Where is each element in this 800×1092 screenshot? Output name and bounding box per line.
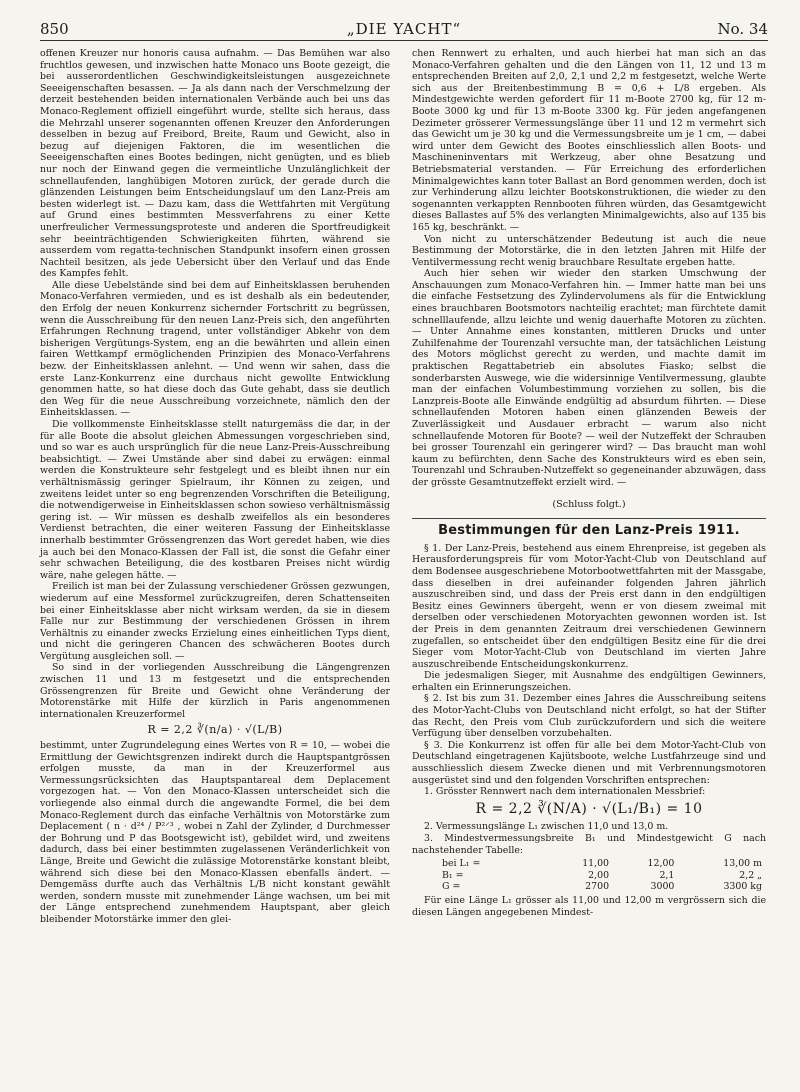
journal-title: „DIE YACHT“	[346, 20, 462, 38]
list-item: 2. Vermessungslänge L₁ zwischen 11,0 und 13,0 m.	[424, 821, 669, 833]
table-cell: 3300 kg	[723, 881, 762, 893]
issue-number: No. 34	[717, 20, 768, 38]
table-cell: 13,00 m	[723, 858, 762, 870]
table-cell: B₁ =	[442, 869, 464, 881]
table-cell: 12,00	[647, 858, 675, 870]
right-column	[412, 48, 766, 918]
paragraph: Alle diese Uebelstände sind bei dem auf Einheitsklassen beruhenden Monaco-Verfahren vermieden, und es ist deshalb als ein bedeutender, den Erfolg der neuen Konkurrenz sichernder Fortschritt zu begrüssen, wenn die Ausschreibung für den neuen Lanz-Preis sich, den angeführten Erfahrungen Rechnung tragend, unter vollständiger Abkehr von dem bisherigen Vergütungs-System, eng an die bewährten und allein einen fairen Wettkampf ermöglichenden Prinzipien des Monaco-Verfahrens bezw. der Einheitsklassen anlehnt. — Und wenn wir sahen, dass die erste Lanz-Konkurrenz eine durchaus nicht gewollte Entwicklung genommen hatte, so hat diese doch das Gute gehabt, dass sie deutlich den Weg für die neue Ausschreibung vorzeichnete, nämlich den der Einheitsklassen. —	[40, 279, 390, 419]
table-cell: 2,2 „	[739, 869, 762, 881]
table-row	[412, 881, 766, 893]
paragraph: chen Rennwert zu erhalten, und auch hierbei hat man sich an das Monaco-Verfahren gehalten und die den Längen von 11, 12 und 13 m entsprechenden Breiten auf 2,0, 2,1 und 2,2 m festgesetzt, welche Werte sich aus der Breitenbestimmung B = 0,6 + L/8 ergeben. Als Mindestgewichte werden gefordert für 11 m-Boote 2700 kg, für 12 m-Boote 3000 kg und für 13 m-Boote 3300 kg. Für jeden angefangenen Dezimeter grösserer Vermessungslänge über 11 und 12 m vermehrt sich das Gewicht um je 30 kg und die Vermessungsbreite um je 1 cm, — dabei wird unter dem Gewicht des Bootes einschliesslich allen Boots- und Maschineninventars mit Werkzeug, aber ohne Besatzung und Betriebsmaterial verstanden. — Für Erreichung des erforderlichen Minimalgewichtes kann toter Ballast an Bord genommen werden, doch ist zur Verhinderung allzu leichter Bootskonstruktionen, die wieder zu den sogenannten verkappten Rennbooten führen würden, das Gesamtgewicht dieses Ballastes auf 5% des verlangten Minimalgewichts, also auf 135 bis 165 kg, beschränkt. —	[412, 48, 766, 233]
page-number: 850	[40, 20, 69, 38]
continuation-note: (Schluss folgt.)	[552, 498, 626, 510]
table-cell: bei L₁ =	[442, 858, 481, 870]
page-header	[40, 18, 768, 41]
paragraph: So sind in der vorliegenden Ausschreibung die Längengrenzen zwischen 11 und 13 m festgesetzt und die entsprechenden Grössengrenzen für Breite und Gewicht ohne Veränderung der Motorenstärke mit Hilfe der kürzlich in Paris angenommenen internationalen Kreuzerformel	[40, 662, 390, 720]
table-cell: 2,1	[659, 869, 675, 881]
cruiser-formula: R = 2,2 ∛(n/a) · √(L/B)	[147, 723, 283, 737]
paragraph: Freilich ist man bei der Zulassung verschiedener Grössen gezwungen, wiederum auf eine Messformel zurückzugreifen, deren Schattenseiten bei einer Einheitsklasse aber nicht wirksam werden, da sie in diesem Falle nur zur Bestimmung der verschiedenen Grössen in ihrem Verhältnis zu einander zwecks Erzielung eines einheitlichen Typs dient, und nicht die geringeren Chancen des schwächeren Bootes durch Vergütung ausgleichen soll. —	[40, 581, 390, 662]
paragraph: offenen Kreuzer nur honoris causa aufnahm. — Das Bemühen war also fruchtlos gewesen, und inzwischen hatte Monaco uns Boote gezeigt, die bei ausserordentlichen Geschwindigkeitsleistungen ausgezeichnete Seeeigenschaften besassen. — Ja als dann nach der Verschmelzung der derzeit bestehenden beiden internationalen Verbände auch bei uns das Monaco-Reglement offiziell eingeführt wurde, stellte sich heraus, dass die Mehrzahl unserer sogenannten offenen Kreuzer den Anforderungen desselben in bezug auf Freibord, Breite, Raum und Gewicht, also in bezug auf diejenigen Faktoren, die im wesentlichen die Seeeigenschaften eines Bootes bedingen, nicht genügten, und es blieb nur noch der Einwand gegen die vermeintliche Unzulänglichkeit der schnellaufenden, langhübigen Motoren zurück, der gerade durch die glänzenden Leistungen beim Entscheidungslauf um den Lanz-Preis am besten widerlegt ist. — Dazu kam, dass die Wettfahrten mit Vergütung auf Grund eines bestimmten Messverfahrens zu einer Kette unerfreulicher Vermessungsproteste und anderen die Sportfreudigkeit sehr beeinträchtigenden Schwierigkeiten führten, während sie ausserdem vom regatta-technischen Standpunkt insofern einen grossen Nachteil besitzen, als jede Uebersicht über den Verlauf und das Ende des Kampfes fehlt.	[40, 48, 390, 280]
paragraph: Die vollkommenste Einheitsklasse stellt naturgemäss die dar, in der für alle Boote die absolut gleichen Abmessungen vorgeschrieben sind, und so war es auch ursprünglich für die neue Lanz-Preis-Ausschreibung beabsichtigt. — Zwei Umstände aber sind dabei zu erwägen: einmal werden die Konstrukteure sehr festgelegt und es bleibt ihnen nur ein verhältnismässig geringer Spielraum, ihr Können zu zeigen, und zweitens leidet unter so eng begrenzenden Vorschriften die Beteiligung, die notwendigerweise in Einheitsklassen schon sowieso verhältnismässig gering ist. — Wir müssen es deshalb zweifellos als ein besonderes Verdienst betrachten, die einer weiteren Fassung der Einheitsklasse innerhalb bestimmter Grössengrenzen das Wort geredet haben, wie dies ja auch bei den Monaco-Klassen der Fall ist, die sonst die Gefahr einer sehr schwachen Beteiligung, die des kostbaren Preises nicht würdig wäre, nahe gelegen hätte. —	[40, 419, 390, 581]
table-cell: 2700	[585, 881, 610, 893]
section-title: Bestimmungen für den Lanz-Preis 1911.	[438, 523, 740, 539]
dimension-table	[412, 858, 766, 893]
table-cell: G =	[442, 881, 461, 893]
table-cell: 3000	[650, 881, 675, 893]
table-cell: 2,00	[588, 869, 610, 881]
paragraph: § 1. Der Lanz-Preis, bestehend aus einem Ehrenpreise, ist gegeben als Herausforderungspreis für vom Motor-Yacht-Club von Deutschland auf dem Bodensee ausgeschriebene Motorbootwettfahrten mit der Massgabe, dass dieselben in drei aufeinander folgenden Jahren jährlich auszuschreiben sind, und dass der Preis erst dann in den endgültigen Besitz eines Gewinners übergeht, wenn er von diesem zweimal mit derselben oder verschiedenen Motoryachten gewonnen worden ist. Ist der Preis in dem genannten Zeitraum drei verschiedenen Gewinnern zugefallen, so entscheidet über den endgültigen Besitz eine für die drei Sieger vom Motor-Yacht-Club von Deutschland im vierten Jahre auszuschreibende Entscheidungskonkurrenz.	[412, 542, 766, 670]
paragraph: Auch hier sehen wir wieder den starken Umschwung der Anschauungen zum Monaco-Verfahren hin. — Immer hatte man bei uns die einfache Festsetzung des Zylindervolumens als für die Entwicklung eines brauchbaren Bootsmotors nachteilig erachtet; man fürchtete damit schnelllaufende, allzu leichte und wenig dauerhafte Motoren zu züchten. — Unter Annahme eines konstanten, mittleren Drucks und unter Zuhilfenahme der Tourenzahl versuchte man, der tatsächlichen Leistung des Motors möglichst gerecht zu werden, und machte damit im praktischen Regattabetrieb ein absolutes Fiasko; selbst die sonderbarsten Auswege, wie die widersinnige Ventilvermessung, glaubte man der einfachen Volumbestimmung vorziehen zu sollen, bis die Lanzpreis-Boote alle Einwände endgültig ad absurdum führten. — Diese schnellaufenden Motoren haben einen glänzenden Beweis der Zuverlässigkeit und Ausdauer erbracht — warum also nicht schnellaufende Motoren für Boote? — weil der Nutzeffekt der Schrauben bei grosser Tourenzahl ein geringerer wird? — Das braucht man wohl kaum zu befürchten, denn Sache des Konstrukteurs wird es eben sein, Tourenzahl und Schrauben-Nutzeffekt so gegeneinander abzuwägen, dass der grösste Gesamtnutzeffekt erzielt wird. —	[412, 268, 766, 488]
section-divider	[412, 518, 766, 519]
paragraph: bestimmt, unter Zugrundelegung eines Wertes von R = 10, — wobei die Ermittlung der Gewichtsgrenzen indirekt durch die Hauptspantgrössen erfolgen musste, da man in der Kreuzerformel aus Vermessungsrücksichten das Hauptspantareal dem Deplacement vorgezogen hat. — Von den Monaco-Klassen unterscheidet sich die vorliegende also einmal durch die angewandte Formel, die bei dem Monaco-Reglement durch das einfache Verhältnis von Motorstärke zum Deplacement ( n · d²⁴ / P²⸍³ , wobei n Zahl der Zylinder, d Durchmesser der Bohrung und P das Bootsgewicht ist), gebildet wird, und zweitens dadurch, dass bei einer bestimmten zugelassenen Veränderlichkeit von Länge, Breite und Gewicht die zulässige Motorenstärke konstant bleibt, während sich diese bei den Monaco-Klassen ebenfalls ändert. — Demgemäss durfte auch das Verhältnis L/B nicht konstant gewählt werden, sondern musste mit zunehmender Länge wachsen, um bei mit der Länge entsprechend zunehmendem Hauptspant, aber gleich bleibender Motorstärke immer den glei-	[40, 740, 390, 925]
paragraph: Von nicht zu unterschätzender Bedeutung ist auch die neue Bestimmung der Motorstärke, die in den letzten Jahren mit Hilfe der Ventilvermessung recht wenig brauchbare Resultate ergeben hatte.	[412, 233, 766, 268]
table-row	[412, 858, 766, 870]
left-column	[40, 48, 390, 926]
paragraph: § 2. Ist bis zum 31. Dezember eines Jahres die Ausschreibung seitens des Motor-Yacht-Clubs von Deutschland nicht erfolgt, so hat der Stifter das Recht, den Preis vom Club zurückzufordern und sich die weitere Verfügung über denselben vorzubehalten.	[412, 693, 766, 740]
list-item: 3. Mindestvermessungsbreite B₁ und Mindestgewicht G nach nachstehender Tabelle:	[412, 833, 766, 856]
table-cell: 11,00	[582, 858, 610, 870]
paragraph: § 3. Die Konkurrenz ist offen für alle bei dem Motor-Yacht-Club von Deutschland eingetragenen Kajütsboote, welche Lustfahrzeuge sind und ausschliesslich diesem Zwecke dienen und mit Verbrennungsmotoren ausgerüstet sind und den folgenden Vorschriften entsprechen:	[412, 739, 766, 786]
paragraph: Für eine Länge L₁ grösser als 11,00 und 12,00 m vergrössern sich die diesen Längen angegebenen Mindest-	[412, 894, 766, 918]
table-row	[412, 870, 766, 882]
rating-formula: R = 2,2 ∛(N/A) · √(L₁/B₁) = 10	[475, 800, 703, 817]
paragraph: Die jedesmaligen Sieger, mit Ausnahme des endgültigen Gewinners, erhalten ein Erinnerungszeichen.	[412, 670, 766, 693]
paragraph: 1. Grösster Rennwert nach dem internationalen Messbrief:	[424, 786, 706, 798]
